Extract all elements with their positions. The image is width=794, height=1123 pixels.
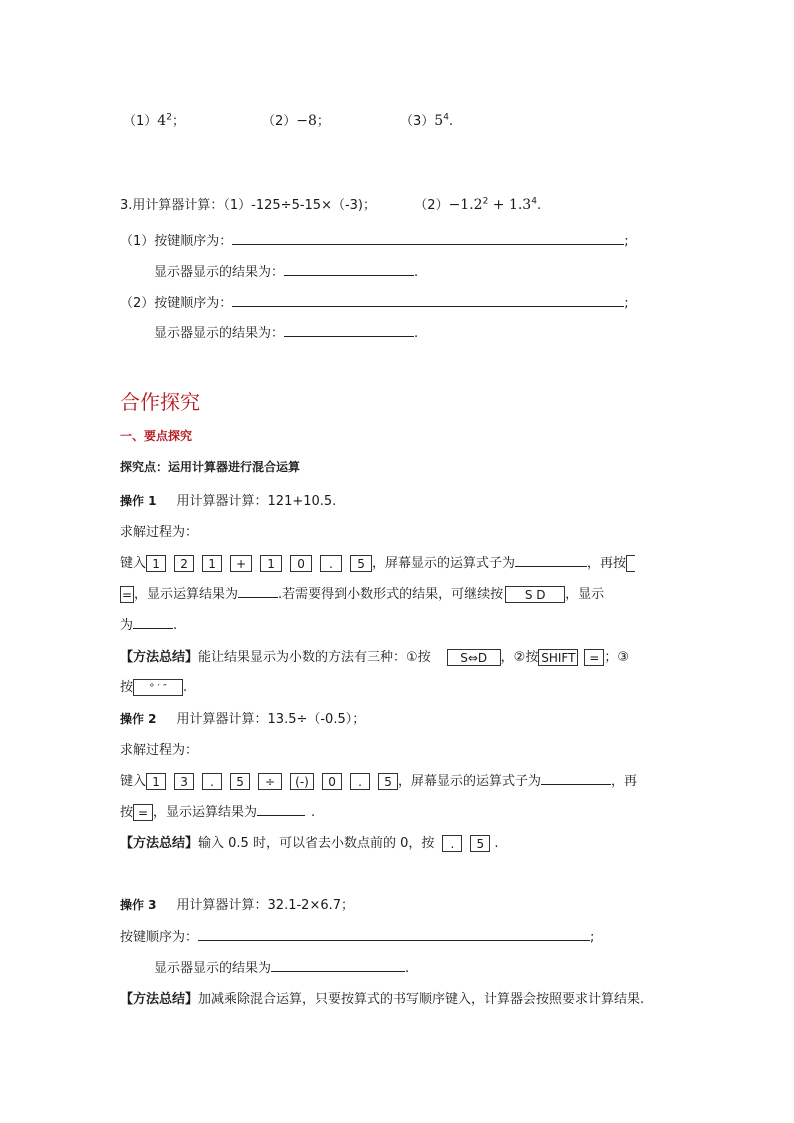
key-3[interactable]: 3 <box>174 773 194 790</box>
key-0[interactable]: 0 <box>322 773 342 790</box>
answer-blank[interactable] <box>232 294 624 307</box>
answer-line-1 <box>120 230 629 249</box>
method-text: 输入 0.5 时，可以省去小数点前的 0，按 <box>198 836 435 851</box>
op2-result-line <box>120 801 315 821</box>
key-dot[interactable]: . <box>350 773 370 790</box>
question-3-text: 3.用计算器计算：（1）-125÷5-15×（-3)； <box>120 198 377 213</box>
key-shift[interactable]: SHIFT <box>538 649 578 666</box>
key-dot[interactable]: . <box>202 773 222 790</box>
top-item-3 <box>400 110 453 129</box>
method-text-4: 按 <box>120 680 134 695</box>
method-bracket: 【方法总结】 <box>120 836 199 851</box>
op1-key-line <box>120 552 635 572</box>
item-base: 4 <box>157 113 167 129</box>
op3-order-blank[interactable] <box>198 928 590 941</box>
op3-order-end: ; <box>590 930 595 945</box>
op1-display-line <box>120 614 177 633</box>
op1-title <box>120 490 336 509</box>
key-5[interactable]: 5 <box>230 773 250 790</box>
item-prefix: （2） <box>262 114 297 129</box>
op1-after-keys: ，屏幕显示的运算式子为 <box>372 556 516 571</box>
question-3 <box>120 194 541 213</box>
op1-expr-blank[interactable] <box>515 554 587 567</box>
key-s-to-d[interactable]: S⇔D <box>447 649 501 666</box>
key-1[interactable]: 1 <box>146 773 166 790</box>
question-3-part2-a: −1.2 <box>448 197 483 213</box>
key-5[interactable]: 5 <box>378 773 398 790</box>
op2-period: . <box>311 805 316 820</box>
op1-result-line <box>120 583 604 603</box>
op1-label: 操作 1 <box>120 494 157 508</box>
method-summary-1 <box>120 646 629 666</box>
op3-order-line <box>120 926 594 945</box>
method-bracket: 【方法总结】 <box>120 650 199 665</box>
op3-result-line <box>154 957 409 976</box>
op2-then-press: ，再 <box>611 774 638 789</box>
answer-blank[interactable] <box>284 263 414 276</box>
answer-label: （1）按键顺序为： <box>120 234 233 249</box>
answer-label: 显示器显示的结果为： <box>154 326 285 341</box>
op1-then-press: ，再按 <box>587 556 627 571</box>
key-1[interactable]: 1 <box>260 555 282 572</box>
key-edge <box>626 555 635 572</box>
key-5[interactable]: 5 <box>470 835 490 852</box>
op1-display-as: 为 <box>120 618 134 633</box>
section-title: 合作探究 <box>120 390 200 414</box>
op1-result-text: ，显示运算结果为 <box>134 587 239 602</box>
op2-result-blank[interactable] <box>257 803 305 816</box>
key-s-d[interactable]: S D <box>505 586 565 603</box>
op1-process: 求解过程为： <box>120 525 199 540</box>
key-5[interactable]: 5 <box>350 555 372 572</box>
item-exp: 4 <box>443 112 449 123</box>
op2-result-text: ，显示运算结果为 <box>153 805 258 820</box>
topic-title: 探究点：运用计算器进行混合运算 <box>120 460 301 474</box>
op3-order-label: 按键顺序为： <box>120 930 199 945</box>
op1-decimal-text: .若需要得到小数形式的结果，可继续按 <box>278 587 504 602</box>
answer-blank[interactable] <box>232 232 624 245</box>
op3-result-end: . <box>405 961 410 976</box>
item-prefix: （1） <box>123 114 158 129</box>
key-negative[interactable]: (-) <box>290 773 314 790</box>
key-equals[interactable]: = <box>584 649 604 666</box>
item-exp: 2 <box>166 112 172 123</box>
op2-title <box>120 708 365 727</box>
answer-end: ; <box>624 296 629 311</box>
answer-label: （2）按键顺序为： <box>120 296 233 311</box>
op1-display-text: ，显示 <box>565 587 605 602</box>
method-text-3: ；③ <box>604 650 629 665</box>
method-text: 加减乘除混合运算，只要按算式的书写顺序键入，计算器会按照要求计算结果. <box>198 992 645 1007</box>
key-equals[interactable]: = <box>121 588 133 602</box>
method-text: 能让结果显示为小数的方法有三种：①按 <box>198 650 431 665</box>
top-item-2 <box>262 110 330 129</box>
method-bracket: 【方法总结】 <box>120 992 199 1007</box>
op2-label: 操作 2 <box>120 712 157 726</box>
method-end: . <box>183 680 188 695</box>
op1-key-in: 键入 <box>120 556 147 571</box>
top-item-1 <box>123 110 185 129</box>
item-prefix: （3） <box>400 114 435 129</box>
op1-period: . <box>173 618 178 633</box>
op3-result-label: 显示器显示的结果为 <box>154 961 272 976</box>
question-3-part2-b: + 1.3 <box>488 197 532 213</box>
key-degree[interactable]: ° ′ ″ <box>133 679 183 696</box>
answer-end: ; <box>624 234 629 249</box>
op1-task: 用计算器计算：121+10.5. <box>176 494 337 509</box>
answer-line-2 <box>154 261 418 280</box>
item-suffix: . <box>448 114 454 129</box>
method-text-2: ，②按 <box>500 650 539 665</box>
answer-end: . <box>414 326 419 341</box>
item-suffix: ； <box>171 114 185 129</box>
method-summary-3 <box>120 988 644 1007</box>
op2-key-line <box>120 770 637 790</box>
question-3-part2-b-exp: 4 <box>531 196 537 207</box>
op2-task: 用计算器计算：13.5÷（-0.5）； <box>176 712 366 727</box>
answer-line-4 <box>154 322 418 341</box>
op3-task: 用计算器计算：32.1-2×6.7； <box>176 898 355 913</box>
key-1[interactable]: 1 <box>146 555 166 572</box>
answer-blank[interactable] <box>284 324 414 337</box>
key-0[interactable]: 0 <box>290 555 312 572</box>
op2-key-in: 键入 <box>120 774 147 789</box>
op2-process: 求解过程为： <box>120 743 199 758</box>
op3-label: 操作 3 <box>120 898 157 912</box>
method-summary-2 <box>120 832 499 852</box>
question-3-part2-a-exp: 2 <box>482 196 489 207</box>
subsection-title: 一、要点探究 <box>120 429 193 443</box>
key-equals[interactable]: = <box>133 804 153 821</box>
key-dot[interactable]: . <box>442 835 462 852</box>
key-1[interactable]: 1 <box>202 555 222 572</box>
question-3-part2-end: . <box>536 198 542 213</box>
key-2[interactable]: 2 <box>174 555 194 572</box>
answer-label: 显示器显示的结果为： <box>154 265 285 280</box>
op1-result-blank[interactable] <box>238 585 278 598</box>
op2-after-keys: ，屏幕显示的运算式子为 <box>398 774 542 789</box>
method-end: . <box>494 836 499 851</box>
op1-display-blank[interactable] <box>133 616 173 629</box>
op3-result-blank[interactable] <box>271 959 405 972</box>
item-suffix: ； <box>316 114 330 129</box>
question-3-part2-prefix: （2） <box>414 198 449 213</box>
key-divide[interactable]: ÷ <box>258 773 282 790</box>
item-base: 5 <box>434 113 444 129</box>
item-base: −8 <box>296 113 317 129</box>
key-plus[interactable]: + <box>230 555 252 572</box>
op2-expr-blank[interactable] <box>541 772 611 785</box>
method-summary-1-cont <box>120 676 187 696</box>
answer-end: . <box>414 265 419 280</box>
op3-title <box>120 894 354 913</box>
answer-line-3 <box>120 292 629 311</box>
key-dot[interactable]: . <box>320 555 342 572</box>
op2-press: 按 <box>120 805 134 820</box>
